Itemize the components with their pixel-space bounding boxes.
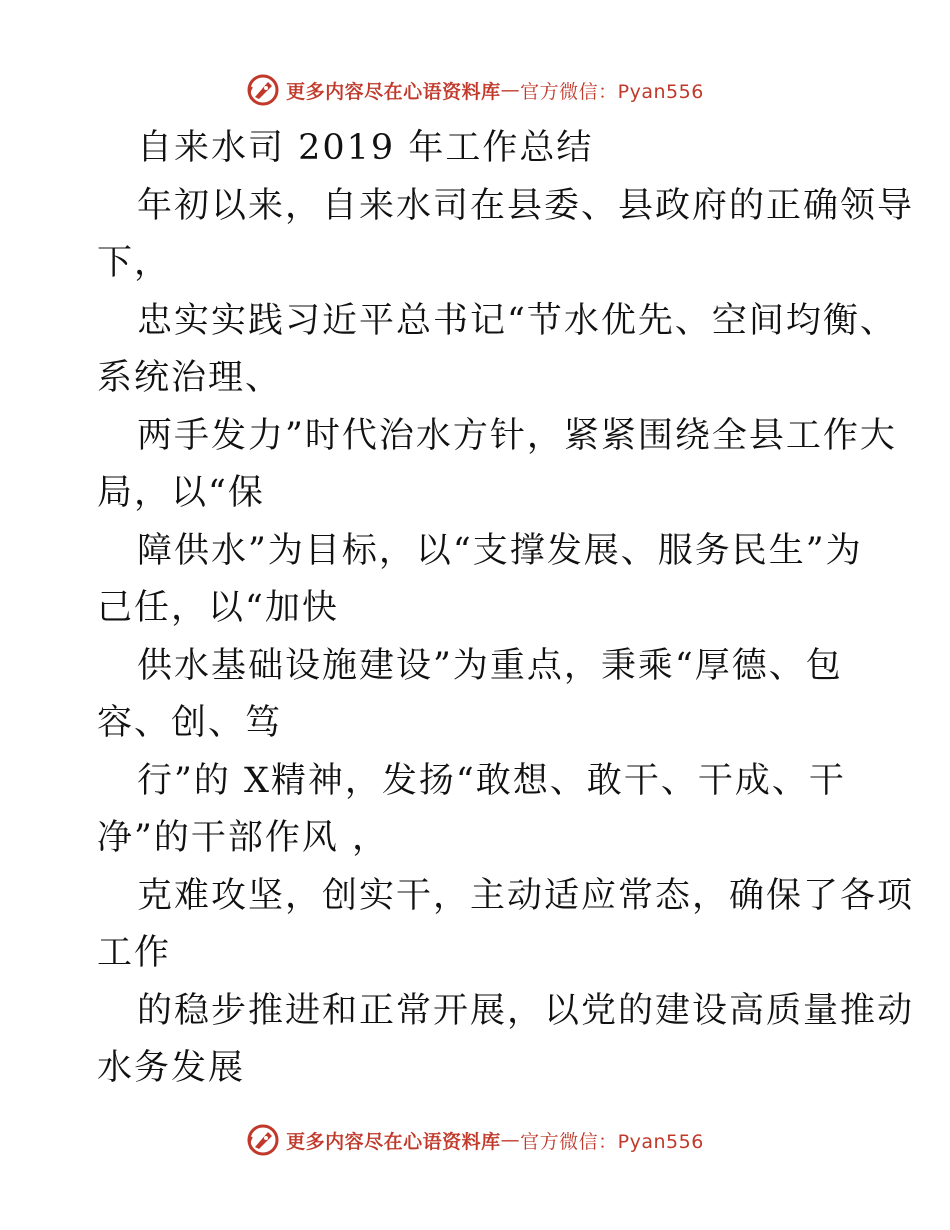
pen-nib-logo-icon bbox=[246, 73, 280, 107]
banner-dash: — bbox=[500, 1129, 521, 1151]
document-line: 克难攻坚，创实干，主动适应常态，确保了各项 bbox=[137, 875, 915, 916]
document-line: 局，以“保 bbox=[97, 473, 265, 513]
document-line: 年初以来，自来水司在县委、县政府的正确领导 bbox=[137, 185, 915, 226]
document-line: 行”的 X精神，发扬“敢想、敢干、干成、干 bbox=[137, 760, 846, 801]
banner-brand-text: 更多内容尽在心语资料库 bbox=[286, 80, 501, 103]
document-line: 障供水”为目标，以“支撑发展、服务民生”为 bbox=[137, 530, 863, 571]
document-body bbox=[97, 120, 915, 1098]
document-line: 自来水司 2019 年工作总结 bbox=[137, 128, 594, 168]
document-line: 水务发展 bbox=[97, 1048, 246, 1088]
document-line: 净”的干部作风 ， bbox=[97, 818, 390, 858]
document-line: 己任，以“加快 bbox=[97, 588, 339, 628]
document-line: 下， bbox=[97, 243, 172, 283]
banner-dash: — bbox=[500, 79, 521, 101]
document-line: 两手发力”时代治水方针，紧紧围绕全县工作大 bbox=[137, 415, 897, 456]
pen-nib-logo-icon bbox=[246, 1123, 280, 1157]
banner-wechat-text: 官方微信：Pyan556 bbox=[520, 80, 704, 103]
banner-wechat-text: 官方微信：Pyan556 bbox=[520, 1130, 704, 1153]
document-line: 容、创、笃 bbox=[97, 703, 283, 743]
document-line: 系统治理、 bbox=[97, 358, 283, 398]
footer-banner bbox=[0, 1120, 950, 1160]
banner-brand-text: 更多内容尽在心语资料库 bbox=[286, 1130, 501, 1153]
header-banner bbox=[0, 70, 950, 110]
document-line: 工作 bbox=[97, 933, 172, 973]
document-line: 供水基础设施建设”为重点，秉乘“厚德、包 bbox=[137, 645, 843, 686]
document-line: 忠实实践习近平总书记“节水优先、空间均衡、 bbox=[137, 300, 897, 341]
document-line: 的稳步推进和正常开展，以党的建设高质量推动 bbox=[137, 990, 915, 1031]
